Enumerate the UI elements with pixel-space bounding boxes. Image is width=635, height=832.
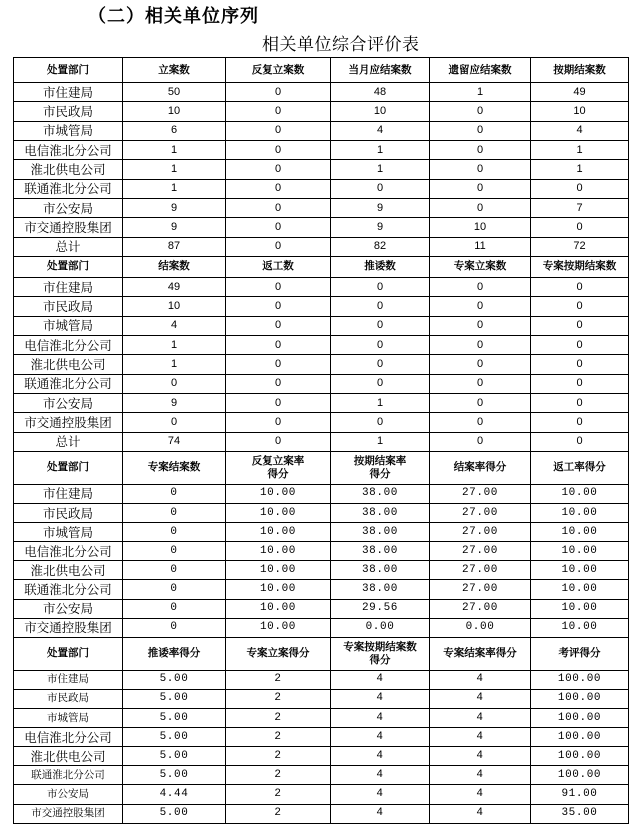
value-cell: 4 (430, 785, 531, 804)
value-cell: 4 (430, 670, 531, 689)
value-cell: 0 (430, 198, 531, 217)
department-cell: 市城管局 (14, 709, 123, 728)
department-cell: 淮北供电公司 (14, 747, 123, 766)
value-cell: 0 (430, 297, 531, 316)
value-cell: 10.00 (531, 523, 629, 542)
value-cell: 4 (430, 804, 531, 823)
value-cell: 5.00 (123, 804, 226, 823)
column-header: 处置部门 (14, 451, 123, 484)
value-cell: 100.00 (531, 747, 629, 766)
value-cell: 0 (226, 83, 331, 102)
value-cell: 49 (123, 277, 226, 296)
value-cell: 27.00 (430, 504, 531, 523)
department-cell: 市公安局 (14, 198, 123, 217)
value-cell: 5.00 (123, 689, 226, 708)
value-cell: 5.00 (123, 728, 226, 747)
value-cell: 0 (226, 297, 331, 316)
table-row (14, 561, 629, 580)
value-cell: 0 (226, 140, 331, 159)
value-cell: 0 (226, 355, 331, 374)
value-cell: 4 (331, 804, 430, 823)
department-cell: 联通淮北分公司 (14, 374, 123, 393)
department-cell: 市民政局 (14, 102, 123, 121)
value-cell: 1 (123, 335, 226, 354)
column-header: 专案立案得分 (226, 637, 331, 670)
department-cell: 市交通控股集团 (14, 413, 123, 432)
department-cell: 市公安局 (14, 599, 123, 618)
value-cell: 0 (226, 277, 331, 296)
value-cell: 10.00 (226, 542, 331, 561)
value-cell: 4 (331, 121, 430, 140)
value-cell: 1 (123, 179, 226, 198)
value-cell: 9 (331, 218, 430, 237)
department-cell: 市交通控股集团 (14, 618, 123, 637)
department-cell: 市住建局 (14, 670, 123, 689)
table-section-final-scores (14, 637, 629, 823)
value-cell: 27.00 (430, 523, 531, 542)
value-cell: 49 (531, 83, 629, 102)
value-cell: 10.00 (531, 504, 629, 523)
column-header: 按期结案率 得分 (331, 451, 430, 484)
value-cell: 4 (331, 747, 430, 766)
value-cell: 10.00 (226, 599, 331, 618)
value-cell: 0 (123, 599, 226, 618)
table-row (14, 689, 629, 708)
value-cell: 4 (331, 728, 430, 747)
value-cell: 1 (430, 83, 531, 102)
value-cell: 50 (123, 83, 226, 102)
value-cell: 1 (331, 393, 430, 412)
column-header: 专案立案数 (430, 256, 531, 277)
table-row (14, 393, 629, 412)
value-cell: 29.56 (331, 599, 430, 618)
value-cell: 0 (123, 374, 226, 393)
table-section-case-counts (14, 58, 629, 257)
value-cell: 0 (331, 335, 430, 354)
value-cell: 4 (430, 766, 531, 785)
value-cell: 2 (226, 747, 331, 766)
value-cell: 27.00 (430, 561, 531, 580)
value-cell: 2 (226, 670, 331, 689)
value-cell: 0 (430, 432, 531, 451)
table-row (14, 335, 629, 354)
column-header: 处置部门 (14, 256, 123, 277)
value-cell: 0 (531, 413, 629, 432)
table-row (14, 785, 629, 804)
value-cell: 2 (226, 728, 331, 747)
header-row (14, 256, 629, 277)
table-row (14, 599, 629, 618)
value-cell: 4 (123, 316, 226, 335)
value-cell: 38.00 (331, 523, 430, 542)
department-cell: 电信淮北分公司 (14, 140, 123, 159)
value-cell: 4 (331, 785, 430, 804)
value-cell: 0 (123, 561, 226, 580)
department-cell: 联通淮北分公司 (14, 580, 123, 599)
value-cell: 10.00 (226, 523, 331, 542)
value-cell: 0 (531, 179, 629, 198)
table-title: 相关单位综合评价表 (262, 35, 420, 55)
header-row (14, 637, 629, 670)
table-row (14, 504, 629, 523)
table-row (14, 804, 629, 823)
value-cell: 38.00 (331, 542, 430, 561)
column-header: 推诿率得分 (123, 637, 226, 670)
column-header: 返工数 (226, 256, 331, 277)
value-cell: 10.00 (531, 618, 629, 637)
column-header: 专案按期结案数 (531, 256, 629, 277)
department-cell: 电信淮北分公司 (14, 542, 123, 561)
value-cell: 0 (531, 218, 629, 237)
value-cell: 9 (123, 198, 226, 217)
header-row (14, 451, 629, 484)
value-cell: 100.00 (531, 766, 629, 785)
column-header: 当月应结案数 (331, 58, 430, 83)
value-cell: 0 (331, 374, 430, 393)
department-cell: 市公安局 (14, 785, 123, 804)
value-cell: 38.00 (331, 561, 430, 580)
value-cell: 48 (331, 83, 430, 102)
value-cell: 10 (430, 218, 531, 237)
value-cell: 0 (331, 277, 430, 296)
value-cell: 10.00 (226, 484, 331, 503)
value-cell: 0 (226, 432, 331, 451)
value-cell: 7 (531, 198, 629, 217)
value-cell: 74 (123, 432, 226, 451)
value-cell: 0 (430, 413, 531, 432)
value-cell: 100.00 (531, 670, 629, 689)
value-cell: 0 (226, 218, 331, 237)
value-cell: 2 (226, 804, 331, 823)
value-cell: 0 (531, 355, 629, 374)
value-cell: 0 (123, 523, 226, 542)
value-cell: 5.00 (123, 766, 226, 785)
value-cell: 1 (123, 160, 226, 179)
value-cell: 27.00 (430, 580, 531, 599)
department-cell: 市民政局 (14, 689, 123, 708)
department-cell: 电信淮北分公司 (14, 728, 123, 747)
value-cell: 0 (123, 618, 226, 637)
value-cell: 1 (123, 355, 226, 374)
value-cell: 4 (430, 728, 531, 747)
value-cell: 0 (226, 121, 331, 140)
value-cell: 0.00 (331, 618, 430, 637)
department-cell: 市民政局 (14, 504, 123, 523)
column-header: 推诿数 (331, 256, 430, 277)
department-cell: 淮北供电公司 (14, 561, 123, 580)
table-row (14, 102, 629, 121)
column-header: 结案数 (123, 256, 226, 277)
table-row (14, 179, 629, 198)
value-cell: 2 (226, 689, 331, 708)
table-row (14, 121, 629, 140)
table-row (14, 237, 629, 256)
table-row (14, 484, 629, 503)
column-header: 处置部门 (14, 637, 123, 670)
value-cell: 0 (331, 413, 430, 432)
value-cell: 1 (531, 140, 629, 159)
table-row (14, 160, 629, 179)
value-cell: 4 (430, 689, 531, 708)
value-cell: 4 (331, 689, 430, 708)
table-row (14, 83, 629, 102)
value-cell: 0 (123, 542, 226, 561)
value-cell: 2 (226, 785, 331, 804)
column-header: 遗留应结案数 (430, 58, 531, 83)
section-title: （二）相关单位序列 (88, 6, 259, 27)
value-cell: 0 (531, 316, 629, 335)
value-cell: 1 (331, 432, 430, 451)
value-cell: 0 (226, 237, 331, 256)
value-cell: 0.00 (430, 618, 531, 637)
table-row (14, 198, 629, 217)
department-cell: 市城管局 (14, 316, 123, 335)
value-cell: 4 (531, 121, 629, 140)
department-cell: 市公安局 (14, 393, 123, 412)
value-cell: 0 (331, 179, 430, 198)
value-cell: 0 (430, 316, 531, 335)
value-cell: 0 (531, 374, 629, 393)
table-row (14, 277, 629, 296)
department-cell: 市住建局 (14, 484, 123, 503)
value-cell: 2 (226, 766, 331, 785)
value-cell: 87 (123, 237, 226, 256)
value-cell: 0 (430, 277, 531, 296)
value-cell: 10.00 (531, 484, 629, 503)
value-cell: 0 (430, 102, 531, 121)
table-row (14, 618, 629, 637)
table-row (14, 523, 629, 542)
value-cell: 9 (123, 393, 226, 412)
value-cell: 82 (331, 237, 430, 256)
value-cell: 0 (226, 102, 331, 121)
value-cell: 0 (123, 413, 226, 432)
department-cell: 总计 (14, 432, 123, 451)
table-row (14, 140, 629, 159)
value-cell: 11 (430, 237, 531, 256)
value-cell: 0 (531, 432, 629, 451)
value-cell: 0 (531, 335, 629, 354)
value-cell: 72 (531, 237, 629, 256)
table-row (14, 297, 629, 316)
value-cell: 0 (226, 413, 331, 432)
value-cell: 0 (226, 335, 331, 354)
value-cell: 35.00 (531, 804, 629, 823)
column-header: 结案率得分 (430, 451, 531, 484)
value-cell: 10 (331, 102, 430, 121)
value-cell: 0 (226, 198, 331, 217)
table-row (14, 374, 629, 393)
column-header: 反复立案数 (226, 58, 331, 83)
value-cell: 27.00 (430, 484, 531, 503)
table-row (14, 218, 629, 237)
value-cell: 0 (226, 179, 331, 198)
value-cell: 0 (331, 316, 430, 335)
value-cell: 0 (331, 355, 430, 374)
department-cell: 淮北供电公司 (14, 160, 123, 179)
header-row (14, 58, 629, 83)
value-cell: 38.00 (331, 484, 430, 503)
department-cell: 市民政局 (14, 297, 123, 316)
department-cell: 联通淮北分公司 (14, 179, 123, 198)
value-cell: 4 (331, 766, 430, 785)
table-row (14, 766, 629, 785)
column-header: 考评得分 (531, 637, 629, 670)
value-cell: 10.00 (531, 542, 629, 561)
value-cell: 38.00 (331, 504, 430, 523)
value-cell: 10.00 (226, 504, 331, 523)
value-cell: 4 (430, 709, 531, 728)
value-cell: 0 (430, 355, 531, 374)
value-cell: 0 (123, 484, 226, 503)
value-cell: 0 (331, 297, 430, 316)
value-cell: 0 (226, 393, 331, 412)
value-cell: 0 (430, 121, 531, 140)
department-cell: 市住建局 (14, 277, 123, 296)
value-cell: 0 (531, 393, 629, 412)
table-section-rate-scores (14, 451, 629, 637)
department-cell: 电信淮北分公司 (14, 335, 123, 354)
table-section-closure-counts (14, 256, 629, 451)
value-cell: 1 (331, 160, 430, 179)
value-cell: 10 (123, 102, 226, 121)
value-cell: 0 (430, 335, 531, 354)
table-row (14, 413, 629, 432)
value-cell: 100.00 (531, 709, 629, 728)
department-cell: 市交通控股集团 (14, 804, 123, 823)
value-cell: 10.00 (226, 618, 331, 637)
value-cell: 4 (331, 709, 430, 728)
value-cell: 10 (123, 297, 226, 316)
value-cell: 0 (226, 374, 331, 393)
value-cell: 38.00 (331, 580, 430, 599)
department-cell: 市城管局 (14, 121, 123, 140)
table-row (14, 670, 629, 689)
value-cell: 10.00 (226, 580, 331, 599)
value-cell: 27.00 (430, 542, 531, 561)
table-row (14, 709, 629, 728)
value-cell: 0 (430, 179, 531, 198)
value-cell: 0 (226, 316, 331, 335)
value-cell: 0 (226, 160, 331, 179)
department-cell: 淮北供电公司 (14, 355, 123, 374)
value-cell: 1 (531, 160, 629, 179)
column-header: 按期结案数 (531, 58, 629, 83)
department-cell: 总计 (14, 237, 123, 256)
value-cell: 4.44 (123, 785, 226, 804)
column-header: 专案结案数 (123, 451, 226, 484)
evaluation-table (13, 57, 629, 824)
value-cell: 4 (331, 670, 430, 689)
value-cell: 0 (123, 504, 226, 523)
value-cell: 2 (226, 709, 331, 728)
column-header: 返工率得分 (531, 451, 629, 484)
table-row (14, 580, 629, 599)
department-cell: 联通淮北分公司 (14, 766, 123, 785)
value-cell: 1 (331, 140, 430, 159)
value-cell: 100.00 (531, 689, 629, 708)
table-row (14, 432, 629, 451)
value-cell: 91.00 (531, 785, 629, 804)
value-cell: 5.00 (123, 670, 226, 689)
value-cell: 10.00 (531, 561, 629, 580)
value-cell: 0 (531, 297, 629, 316)
value-cell: 9 (331, 198, 430, 217)
value-cell: 10 (531, 102, 629, 121)
column-header: 专案按期结案数 得分 (331, 637, 430, 670)
value-cell: 4 (430, 747, 531, 766)
column-header: 立案数 (123, 58, 226, 83)
department-cell: 市住建局 (14, 83, 123, 102)
value-cell: 100.00 (531, 728, 629, 747)
table-row (14, 316, 629, 335)
column-header: 专案结案率得分 (430, 637, 531, 670)
column-header: 反复立案率 得分 (226, 451, 331, 484)
table-row (14, 747, 629, 766)
value-cell: 6 (123, 121, 226, 140)
value-cell: 0 (123, 580, 226, 599)
value-cell: 1 (123, 140, 226, 159)
value-cell: 27.00 (430, 599, 531, 618)
value-cell: 0 (430, 393, 531, 412)
column-header: 处置部门 (14, 58, 123, 83)
table-row (14, 728, 629, 747)
value-cell: 5.00 (123, 709, 226, 728)
department-cell: 市城管局 (14, 523, 123, 542)
value-cell: 0 (531, 277, 629, 296)
table-row (14, 355, 629, 374)
value-cell: 10.00 (531, 580, 629, 599)
value-cell: 0 (430, 374, 531, 393)
value-cell: 9 (123, 218, 226, 237)
value-cell: 10.00 (226, 561, 331, 580)
value-cell: 5.00 (123, 747, 226, 766)
table-row (14, 542, 629, 561)
value-cell: 0 (430, 160, 531, 179)
department-cell: 市交通控股集团 (14, 218, 123, 237)
value-cell: 10.00 (531, 599, 629, 618)
value-cell: 0 (430, 140, 531, 159)
